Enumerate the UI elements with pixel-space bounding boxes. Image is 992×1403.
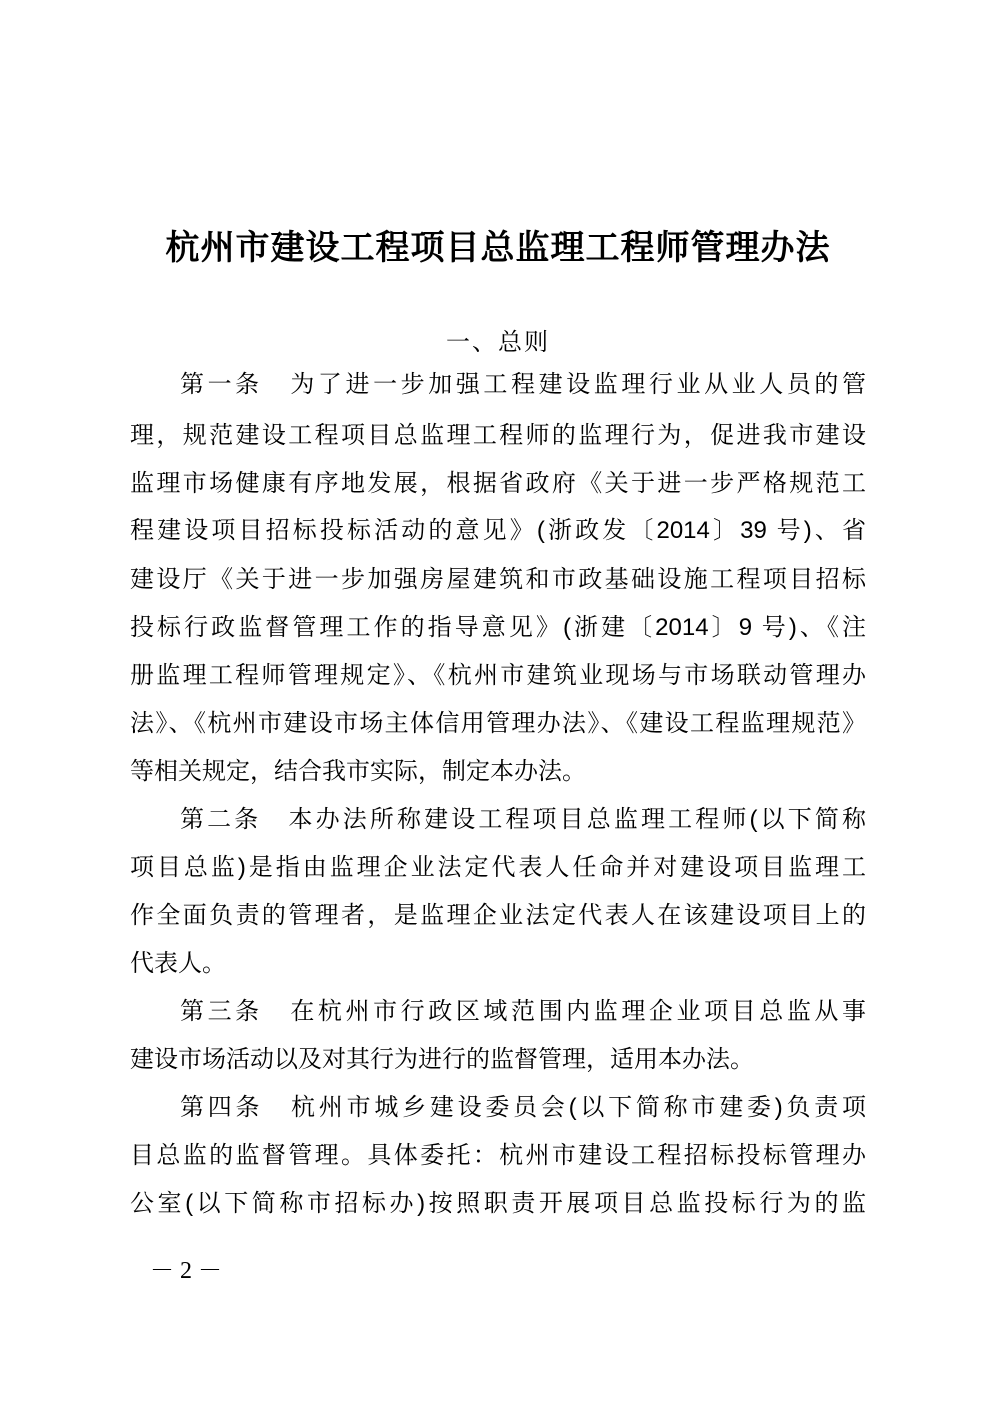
text-line: 第四条 杭州市城乡建设委员会(以下简称市建委)负责项 bbox=[180, 1094, 866, 1121]
text-line: 第一条 为了进一步加强工程建设监理行业从业人员的管 bbox=[180, 371, 866, 398]
text-line: 投标行政监督管理工作的指导意见》(浙建〔2014〕9 号)、《注 bbox=[130, 614, 866, 641]
page-number: － 2 － bbox=[150, 1258, 222, 1284]
section-heading: 一、总则 bbox=[446, 329, 550, 356]
text-line: 建设市场活动以及对其行为进行的监督管理，适用本办法。 bbox=[130, 1046, 754, 1073]
text-line: 册监理工程师管理规定》、《杭州市建筑业现场与市场联动管理办 bbox=[130, 662, 866, 689]
text-line: 目总监的监督管理。具体委托：杭州市建设工程招标投标管理办 bbox=[130, 1142, 866, 1169]
text-line: 监理市场健康有序地发展，根据省政府《关于进一步严格规范工 bbox=[130, 470, 866, 497]
text-line: 公室(以下简称市招标办)按照职责开展项目总监投标行为的监 bbox=[130, 1190, 866, 1217]
text-line: 项目总监)是指由监理企业法定代表人任命并对建设项目监理工 bbox=[130, 854, 866, 881]
text-line: 等相关规定，结合我市实际，制定本办法。 bbox=[130, 758, 586, 785]
text-line: 代表人。 bbox=[130, 950, 226, 977]
text-line: 作全面负责的管理者，是监理企业法定代表人在该建设项目上的 bbox=[130, 902, 866, 929]
document-title: 杭州市建设工程项目总监理工程师管理办法 bbox=[165, 229, 831, 267]
text-line: 第三条 在杭州市行政区域范围内监理企业项目总监从事 bbox=[180, 998, 866, 1025]
text-line: 程建设项目招标投标活动的意见》(浙政发〔2014〕39 号)、省 bbox=[130, 517, 866, 544]
text-line: 建设厅《关于进一步加强房屋建筑和市政基础设施工程项目招标 bbox=[130, 566, 866, 593]
text-line: 第二条 本办法所称建设工程项目总监理工程师(以下简称 bbox=[180, 806, 866, 833]
text-line: 理，规范建设工程项目总监理工程师的监理行为，促进我市建设 bbox=[130, 422, 866, 449]
text-line: 法》、《杭州市建设市场主体信用管理办法》、《建设工程监理规范》 bbox=[130, 710, 866, 737]
